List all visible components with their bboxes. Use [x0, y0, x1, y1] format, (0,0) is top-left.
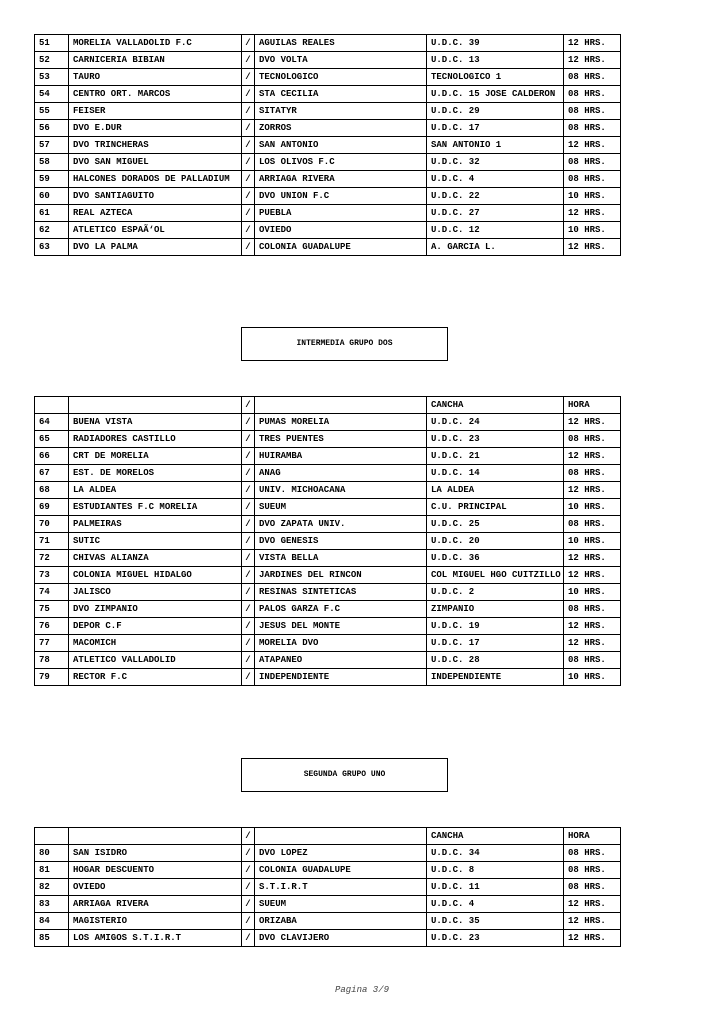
away-team-cell: COLONIA GUADALUPE	[255, 862, 427, 879]
away-team-cell: SUEUM	[255, 499, 427, 516]
away-team-cell: DVO LOPEZ	[255, 845, 427, 862]
away-team-cell: DVO VOLTA	[255, 52, 427, 69]
home-team-cell: ATLETICO ESPAÃ‘OL	[69, 222, 242, 239]
field-cell: CANCHA	[427, 397, 564, 414]
match-number-cell: 73	[35, 567, 69, 584]
match-number-cell: 85	[35, 930, 69, 947]
home-team-cell: HALCONES DORADOS DE PALLADIUM	[69, 171, 242, 188]
home-team-cell: ARRIAGA RIVERA	[69, 896, 242, 913]
home-team-cell: CENTRO ORT. MARCOS	[69, 86, 242, 103]
match-number-cell: 81	[35, 862, 69, 879]
away-team-cell: PALOS GARZA F.C	[255, 601, 427, 618]
home-team-cell: FEISER	[69, 103, 242, 120]
home-team-cell: BUENA VISTA	[69, 414, 242, 431]
time-cell: 12 HRS.	[564, 35, 621, 52]
away-team-cell: ATAPANEO	[255, 652, 427, 669]
away-team-cell: COLONIA GUADALUPE	[255, 239, 427, 256]
table-row	[35, 465, 621, 482]
schedule-table-2-body	[35, 397, 621, 686]
match-number-cell: 80	[35, 845, 69, 862]
time-cell: 12 HRS.	[564, 635, 621, 652]
field-cell: U.D.C. 8	[427, 862, 564, 879]
away-team-cell: VISTA BELLA	[255, 550, 427, 567]
time-cell: 08 HRS.	[564, 154, 621, 171]
home-team-cell: RADIADORES CASTILLO	[69, 431, 242, 448]
field-cell: U.D.C. 23	[427, 930, 564, 947]
separator-cell: /	[242, 188, 255, 205]
field-cell: CANCHA	[427, 828, 564, 845]
away-team-cell: SUEUM	[255, 896, 427, 913]
home-team-cell: CHIVAS ALIANZA	[69, 550, 242, 567]
match-number-cell: 77	[35, 635, 69, 652]
field-cell: LA ALDEA	[427, 482, 564, 499]
home-team-cell: EST. DE MORELOS	[69, 465, 242, 482]
separator-cell: /	[242, 584, 255, 601]
match-number-cell	[35, 828, 69, 845]
separator-cell: /	[242, 879, 255, 896]
group-title-segunda-grupo-uno: SEGUNDA GRUPO UNO	[241, 758, 448, 792]
field-cell: SAN ANTONIO 1	[427, 137, 564, 154]
away-team-cell	[255, 397, 427, 414]
match-number-cell: 71	[35, 533, 69, 550]
separator-cell: /	[242, 669, 255, 686]
home-team-cell: LA ALDEA	[69, 482, 242, 499]
away-team-cell: UNIV. MICHOACANA	[255, 482, 427, 499]
field-cell: U.D.C. 2	[427, 584, 564, 601]
home-team-cell: LOS AMIGOS S.T.I.R.T	[69, 930, 242, 947]
home-team-cell: TAURO	[69, 69, 242, 86]
separator-cell: /	[242, 137, 255, 154]
away-team-cell: LOS OLIVOS F.C	[255, 154, 427, 171]
home-team-cell: JALISCO	[69, 584, 242, 601]
separator-cell: /	[242, 499, 255, 516]
separator-cell: /	[242, 171, 255, 188]
home-team-cell: ATLETICO VALLADOLID	[69, 652, 242, 669]
time-cell: HORA	[564, 397, 621, 414]
away-team-cell: OVIEDO	[255, 222, 427, 239]
separator-cell: /	[242, 52, 255, 69]
home-team-cell: HOGAR DESCUENTO	[69, 862, 242, 879]
table-row	[35, 913, 621, 930]
separator-cell: /	[242, 414, 255, 431]
table-row	[35, 550, 621, 567]
table-row	[35, 652, 621, 669]
home-team-cell: DEPOR C.F	[69, 618, 242, 635]
field-cell: COL MIGUEL HGO CUITZILLO	[427, 567, 564, 584]
field-cell: U.D.C. 22	[427, 188, 564, 205]
field-cell: U.D.C. 29	[427, 103, 564, 120]
table-row	[35, 567, 621, 584]
field-cell: ZIMPANIO	[427, 601, 564, 618]
match-number-cell: 84	[35, 913, 69, 930]
home-team-cell: SUTIC	[69, 533, 242, 550]
separator-cell: /	[242, 828, 255, 845]
match-number-cell: 52	[35, 52, 69, 69]
home-team-cell: CARNICERIA BIBIAN	[69, 52, 242, 69]
separator-cell: /	[242, 205, 255, 222]
away-team-cell: AGUILAS REALES	[255, 35, 427, 52]
field-cell: U.D.C. 17	[427, 120, 564, 137]
match-number-cell: 83	[35, 896, 69, 913]
home-team-cell: SAN ISIDRO	[69, 845, 242, 862]
time-cell: 12 HRS.	[564, 550, 621, 567]
time-cell: 10 HRS.	[564, 669, 621, 686]
field-cell: U.D.C. 28	[427, 652, 564, 669]
field-cell: U.D.C. 12	[427, 222, 564, 239]
field-cell: U.D.C. 35	[427, 913, 564, 930]
time-cell: 10 HRS.	[564, 222, 621, 239]
away-team-cell: ZORROS	[255, 120, 427, 137]
match-number-cell: 59	[35, 171, 69, 188]
match-number-cell: 70	[35, 516, 69, 533]
home-team-cell: DVO ZIMPANIO	[69, 601, 242, 618]
time-cell: 12 HRS.	[564, 137, 621, 154]
table-row	[35, 154, 621, 171]
away-team-cell: SAN ANTONIO	[255, 137, 427, 154]
home-team-cell: DVO TRINCHERAS	[69, 137, 242, 154]
table-row	[35, 205, 621, 222]
away-team-cell: RESINAS SINTETICAS	[255, 584, 427, 601]
time-cell: 12 HRS.	[564, 896, 621, 913]
time-cell: 08 HRS.	[564, 69, 621, 86]
away-team-cell: S.T.I.R.T	[255, 879, 427, 896]
time-cell: 08 HRS.	[564, 431, 621, 448]
group-title-intermedia-grupo-dos: INTERMEDIA GRUPO DOS	[241, 327, 448, 361]
match-number-cell: 54	[35, 86, 69, 103]
time-cell: 08 HRS.	[564, 879, 621, 896]
table-row	[35, 103, 621, 120]
time-cell: 08 HRS.	[564, 86, 621, 103]
away-team-cell: TECNOLOGICO	[255, 69, 427, 86]
separator-cell: /	[242, 69, 255, 86]
home-team-cell: MAGISTERIO	[69, 913, 242, 930]
away-team-cell: PUMAS MORELIA	[255, 414, 427, 431]
table-row	[35, 930, 621, 947]
field-cell: U.D.C. 15 JOSE CALDERON	[427, 86, 564, 103]
match-number-cell: 53	[35, 69, 69, 86]
away-team-cell: JARDINES DEL RINCON	[255, 567, 427, 584]
table-row	[35, 69, 621, 86]
away-team-cell: MORELIA DVO	[255, 635, 427, 652]
field-cell: U.D.C. 23	[427, 431, 564, 448]
time-cell: 12 HRS.	[564, 414, 621, 431]
time-cell: 08 HRS.	[564, 862, 621, 879]
match-number-cell: 66	[35, 448, 69, 465]
separator-cell: /	[242, 120, 255, 137]
away-team-cell: PUEBLA	[255, 205, 427, 222]
time-cell: 10 HRS.	[564, 533, 621, 550]
home-team-cell: RECTOR F.C	[69, 669, 242, 686]
match-number-cell: 75	[35, 601, 69, 618]
match-number-cell: 58	[35, 154, 69, 171]
match-number-cell: 82	[35, 879, 69, 896]
schedule-table-3-body	[35, 828, 621, 947]
field-cell: U.D.C. 24	[427, 414, 564, 431]
table-row	[35, 482, 621, 499]
match-number-cell: 78	[35, 652, 69, 669]
table-row	[35, 448, 621, 465]
field-cell: C.U. PRINCIPAL	[427, 499, 564, 516]
away-team-cell: ORIZABA	[255, 913, 427, 930]
home-team-cell	[69, 828, 242, 845]
time-cell: 08 HRS.	[564, 465, 621, 482]
match-number-cell	[35, 397, 69, 414]
table-header-row	[35, 397, 621, 414]
home-team-cell: ESTUDIANTES F.C MORELIA	[69, 499, 242, 516]
home-team-cell: DVO SAN MIGUEL	[69, 154, 242, 171]
match-number-cell: 68	[35, 482, 69, 499]
away-team-cell: DVO UNION F.C	[255, 188, 427, 205]
field-cell: INDEPENDIENTE	[427, 669, 564, 686]
field-cell: U.D.C. 11	[427, 879, 564, 896]
field-cell: U.D.C. 39	[427, 35, 564, 52]
home-team-cell: MACOMICH	[69, 635, 242, 652]
match-number-cell: 67	[35, 465, 69, 482]
separator-cell: /	[242, 896, 255, 913]
home-team-cell: COLONIA MIGUEL HIDALGO	[69, 567, 242, 584]
match-number-cell: 61	[35, 205, 69, 222]
time-cell: 08 HRS.	[564, 103, 621, 120]
away-team-cell: HUIRAMBA	[255, 448, 427, 465]
table-row	[35, 635, 621, 652]
separator-cell: /	[242, 35, 255, 52]
schedule-table-1-body	[35, 35, 621, 256]
time-cell: 08 HRS.	[564, 171, 621, 188]
schedule-table-2	[34, 396, 621, 686]
field-cell: U.D.C. 19	[427, 618, 564, 635]
table-header-row	[35, 828, 621, 845]
match-number-cell: 64	[35, 414, 69, 431]
away-team-cell: STA CECILIA	[255, 86, 427, 103]
separator-cell: /	[242, 448, 255, 465]
match-number-cell: 56	[35, 120, 69, 137]
time-cell: 10 HRS.	[564, 499, 621, 516]
separator-cell: /	[242, 913, 255, 930]
field-cell: U.D.C. 34	[427, 845, 564, 862]
field-cell: U.D.C. 25	[427, 516, 564, 533]
time-cell: 12 HRS.	[564, 239, 621, 256]
time-cell: 10 HRS.	[564, 584, 621, 601]
separator-cell: /	[242, 431, 255, 448]
table-row	[35, 137, 621, 154]
field-cell: U.D.C. 4	[427, 171, 564, 188]
home-team-cell: DVO SANTIAGUITO	[69, 188, 242, 205]
away-team-cell	[255, 828, 427, 845]
table-row	[35, 222, 621, 239]
field-cell: U.D.C. 32	[427, 154, 564, 171]
separator-cell: /	[242, 222, 255, 239]
table-row	[35, 879, 621, 896]
separator-cell: /	[242, 930, 255, 947]
away-team-cell: ANAG	[255, 465, 427, 482]
home-team-cell: DVO LA PALMA	[69, 239, 242, 256]
table-row	[35, 86, 621, 103]
away-team-cell: SITATYR	[255, 103, 427, 120]
schedule-table-1	[34, 34, 621, 256]
separator-cell: /	[242, 533, 255, 550]
separator-cell: /	[242, 103, 255, 120]
separator-cell: /	[242, 465, 255, 482]
separator-cell: /	[242, 845, 255, 862]
separator-cell: /	[242, 550, 255, 567]
separator-cell: /	[242, 154, 255, 171]
match-number-cell: 60	[35, 188, 69, 205]
time-cell: 10 HRS.	[564, 188, 621, 205]
away-team-cell: INDEPENDIENTE	[255, 669, 427, 686]
time-cell: 12 HRS.	[564, 52, 621, 69]
time-cell: 12 HRS.	[564, 482, 621, 499]
match-number-cell: 74	[35, 584, 69, 601]
separator-cell: /	[242, 86, 255, 103]
home-team-cell: OVIEDO	[69, 879, 242, 896]
time-cell: HORA	[564, 828, 621, 845]
time-cell: 12 HRS.	[564, 930, 621, 947]
away-team-cell: DVO GENESIS	[255, 533, 427, 550]
table-row	[35, 188, 621, 205]
table-row	[35, 35, 621, 52]
home-team-cell: CRT DE MORELIA	[69, 448, 242, 465]
match-number-cell: 79	[35, 669, 69, 686]
separator-cell: /	[242, 862, 255, 879]
home-team-cell: REAL AZTECA	[69, 205, 242, 222]
table-row	[35, 171, 621, 188]
table-row	[35, 52, 621, 69]
field-cell: U.D.C. 20	[427, 533, 564, 550]
separator-cell: /	[242, 567, 255, 584]
field-cell: U.D.C. 27	[427, 205, 564, 222]
table-row	[35, 618, 621, 635]
separator-cell: /	[242, 635, 255, 652]
field-cell: A. GARCIA L.	[427, 239, 564, 256]
time-cell: 12 HRS.	[564, 913, 621, 930]
separator-cell: /	[242, 397, 255, 414]
match-number-cell: 63	[35, 239, 69, 256]
match-number-cell: 62	[35, 222, 69, 239]
table-row	[35, 669, 621, 686]
table-row	[35, 896, 621, 913]
time-cell: 12 HRS.	[564, 618, 621, 635]
table-row	[35, 601, 621, 618]
match-number-cell: 57	[35, 137, 69, 154]
match-number-cell: 72	[35, 550, 69, 567]
table-row	[35, 862, 621, 879]
table-row	[35, 239, 621, 256]
home-team-cell: MORELIA VALLADOLID F.C	[69, 35, 242, 52]
table-row	[35, 516, 621, 533]
time-cell: 12 HRS.	[564, 567, 621, 584]
table-row	[35, 499, 621, 516]
home-team-cell	[69, 397, 242, 414]
field-cell: U.D.C. 36	[427, 550, 564, 567]
match-number-cell: 55	[35, 103, 69, 120]
home-team-cell: DVO E.DUR	[69, 120, 242, 137]
field-cell: TECNOLOGICO 1	[427, 69, 564, 86]
field-cell: U.D.C. 21	[427, 448, 564, 465]
field-cell: U.D.C. 17	[427, 635, 564, 652]
table-row	[35, 414, 621, 431]
table-row	[35, 845, 621, 862]
separator-cell: /	[242, 516, 255, 533]
away-team-cell: ARRIAGA RIVERA	[255, 171, 427, 188]
time-cell: 12 HRS.	[564, 205, 621, 222]
table-row	[35, 431, 621, 448]
time-cell: 08 HRS.	[564, 601, 621, 618]
away-team-cell: DVO ZAPATA UNIV.	[255, 516, 427, 533]
match-number-cell: 76	[35, 618, 69, 635]
table-row	[35, 120, 621, 137]
time-cell: 08 HRS.	[564, 845, 621, 862]
separator-cell: /	[242, 601, 255, 618]
time-cell: 08 HRS.	[564, 516, 621, 533]
field-cell: U.D.C. 13	[427, 52, 564, 69]
field-cell: U.D.C. 14	[427, 465, 564, 482]
away-team-cell: DVO CLAVIJERO	[255, 930, 427, 947]
field-cell: U.D.C. 4	[427, 896, 564, 913]
page-number: Pagina 3/9	[334, 985, 389, 995]
separator-cell: /	[242, 239, 255, 256]
match-number-cell: 65	[35, 431, 69, 448]
away-team-cell: JESUS DEL MONTE	[255, 618, 427, 635]
away-team-cell: TRES PUENTES	[255, 431, 427, 448]
time-cell: 08 HRS.	[564, 120, 621, 137]
home-team-cell: PALMEIRAS	[69, 516, 242, 533]
separator-cell: /	[242, 482, 255, 499]
time-cell: 12 HRS.	[564, 448, 621, 465]
separator-cell: /	[242, 618, 255, 635]
time-cell: 08 HRS.	[564, 652, 621, 669]
match-number-cell: 69	[35, 499, 69, 516]
schedule-table-3	[34, 827, 621, 947]
match-number-cell: 51	[35, 35, 69, 52]
table-row	[35, 533, 621, 550]
separator-cell: /	[242, 652, 255, 669]
table-row	[35, 584, 621, 601]
